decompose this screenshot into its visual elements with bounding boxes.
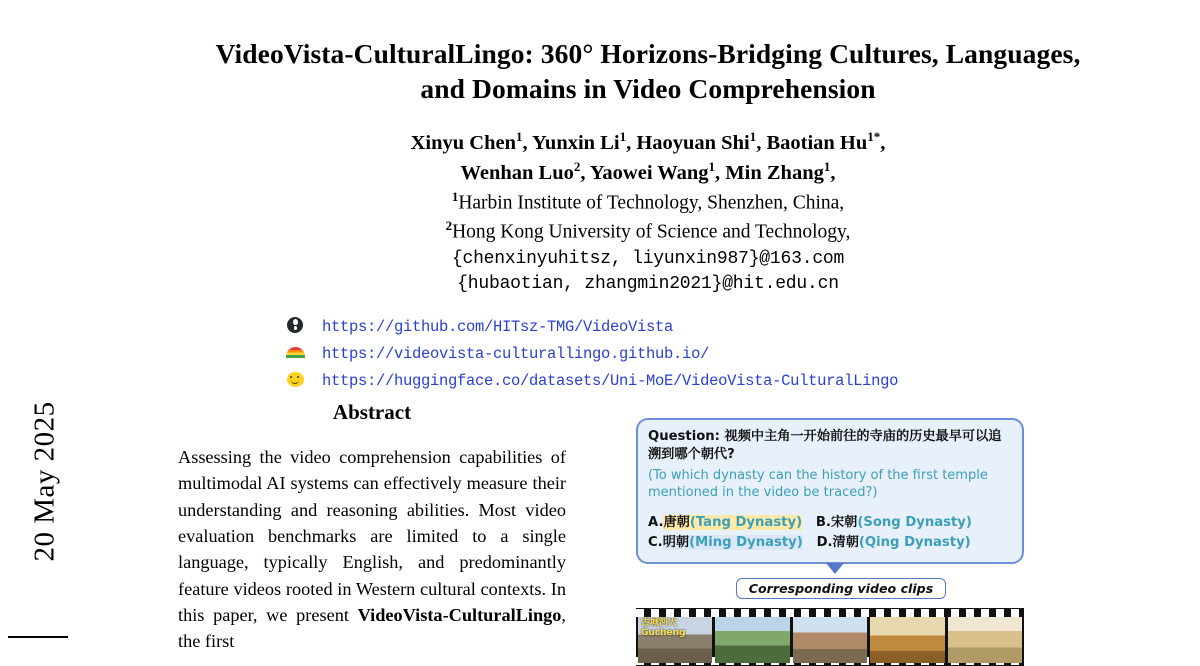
option-b-key: B. xyxy=(815,514,831,530)
clips-label: Corresponding video clips xyxy=(736,578,946,599)
question-label: Question: xyxy=(648,429,720,444)
arxiv-spine-text: 20 May 2025 xyxy=(28,401,61,562)
huggingface-url[interactable]: https://huggingface.co/datasets/Uni-MoE/VideoVista-CulturalLingo xyxy=(322,372,899,391)
question-text-en: (To which dynasty can the history of the first temple mentioned in the video be traced?) xyxy=(648,467,988,501)
option-b-en: (Song Dynasty) xyxy=(857,514,972,530)
option-b-zh: 宋朝 xyxy=(830,514,858,530)
question-card xyxy=(636,418,1024,564)
video-frame xyxy=(870,617,944,663)
filmstrip-perforations-top xyxy=(636,609,1024,617)
answer-options xyxy=(648,513,1012,553)
resource-links xyxy=(96,314,1200,395)
option-a-en: (Tang Dynasty) xyxy=(689,514,803,530)
github-icon xyxy=(282,317,308,337)
option-d-key: D. xyxy=(816,534,833,550)
title-line-1: VideoVista-CulturalLingo: 360° Horizons-Bridging Cultures, Languages, xyxy=(215,38,1081,69)
option-c-en: (Ming Dynasty) xyxy=(689,534,803,550)
arxiv-spine xyxy=(0,0,96,648)
huggingface-icon xyxy=(282,372,308,391)
option-a-key: A. xyxy=(648,514,664,530)
clips-label-wrap xyxy=(636,578,1046,599)
project-url[interactable]: https://videovista-culturallingo.github.io/ xyxy=(322,345,710,364)
video-frames xyxy=(636,617,1024,663)
affiliation-1: $^1$Harbin Institute of Technology, Shenzhen, China, xyxy=(451,189,845,214)
email-line-1: {chenxinyuhitsz, liyunxin987}@163.com xyxy=(451,248,845,269)
down-arrow-icon xyxy=(826,563,844,574)
title-line-2: and Domains in Video Comprehension xyxy=(420,73,876,105)
email-line-2: {hubaotian, zhangmin2021}@hit.edu.cn xyxy=(457,274,839,295)
spine-rule xyxy=(8,636,68,638)
frame-caption: 古城河大 Gucheng xyxy=(641,618,686,639)
affiliation-2: $^2$Hong Kong University of Science and Technology, xyxy=(445,218,851,243)
question-text-zh: 视频中主角一开始前往的寺庙的历史最早可以追溯到哪个朝代? xyxy=(648,429,1002,462)
filmstrip xyxy=(636,608,1024,666)
page-title xyxy=(168,36,1128,106)
option-row-1 xyxy=(648,513,1012,533)
video-frame xyxy=(715,617,789,663)
teaser-figure xyxy=(636,418,1046,666)
abstract-column xyxy=(178,400,566,655)
option-d-en: (Qing Dynasty) xyxy=(858,534,971,550)
abstract-text: Assessing the video comprehension capabilities of multimodal AI systems can effectively measure their understanding and reasoning abilities. Most video evaluation benchmarks are limited to a single language, typically English, and predominantly feature videos rooted in Western cultural contexts. In this paper, we present VideoVista-CulturalLingo, the first xyxy=(178,447,566,652)
video-frame xyxy=(638,617,712,663)
author-block xyxy=(168,128,1128,297)
project-page-icon xyxy=(282,346,308,362)
link-row-project[interactable] xyxy=(282,341,1200,368)
link-row-huggingface[interactable] xyxy=(282,368,1200,395)
video-frame xyxy=(793,617,867,663)
question-line xyxy=(648,428,1012,464)
video-frame xyxy=(948,617,1022,663)
option-c-key: C. xyxy=(648,534,663,550)
link-row-github[interactable] xyxy=(282,314,1200,341)
paper-page xyxy=(96,0,1200,652)
abstract-heading: Abstract xyxy=(332,400,412,424)
option-c-zh: 明朝 xyxy=(662,534,690,550)
author-line-2: Wenhan Luo$^2$, Yaowei Wang$^1$, Min Zhang$^1$, xyxy=(460,159,836,185)
option-row-2 xyxy=(648,533,1012,553)
option-a-zh: 唐朝 xyxy=(663,514,690,530)
author-line-1: Xinyu Chen$^1$, Yunxin Li$^1$, Haoyuan Shi$^1$, Baotian $Hu^{1*}$, xyxy=(410,129,886,155)
option-d-zh: 清朝 xyxy=(832,534,859,550)
github-url[interactable]: https://github.com/HITsz-TMG/VideoVista xyxy=(322,318,674,337)
